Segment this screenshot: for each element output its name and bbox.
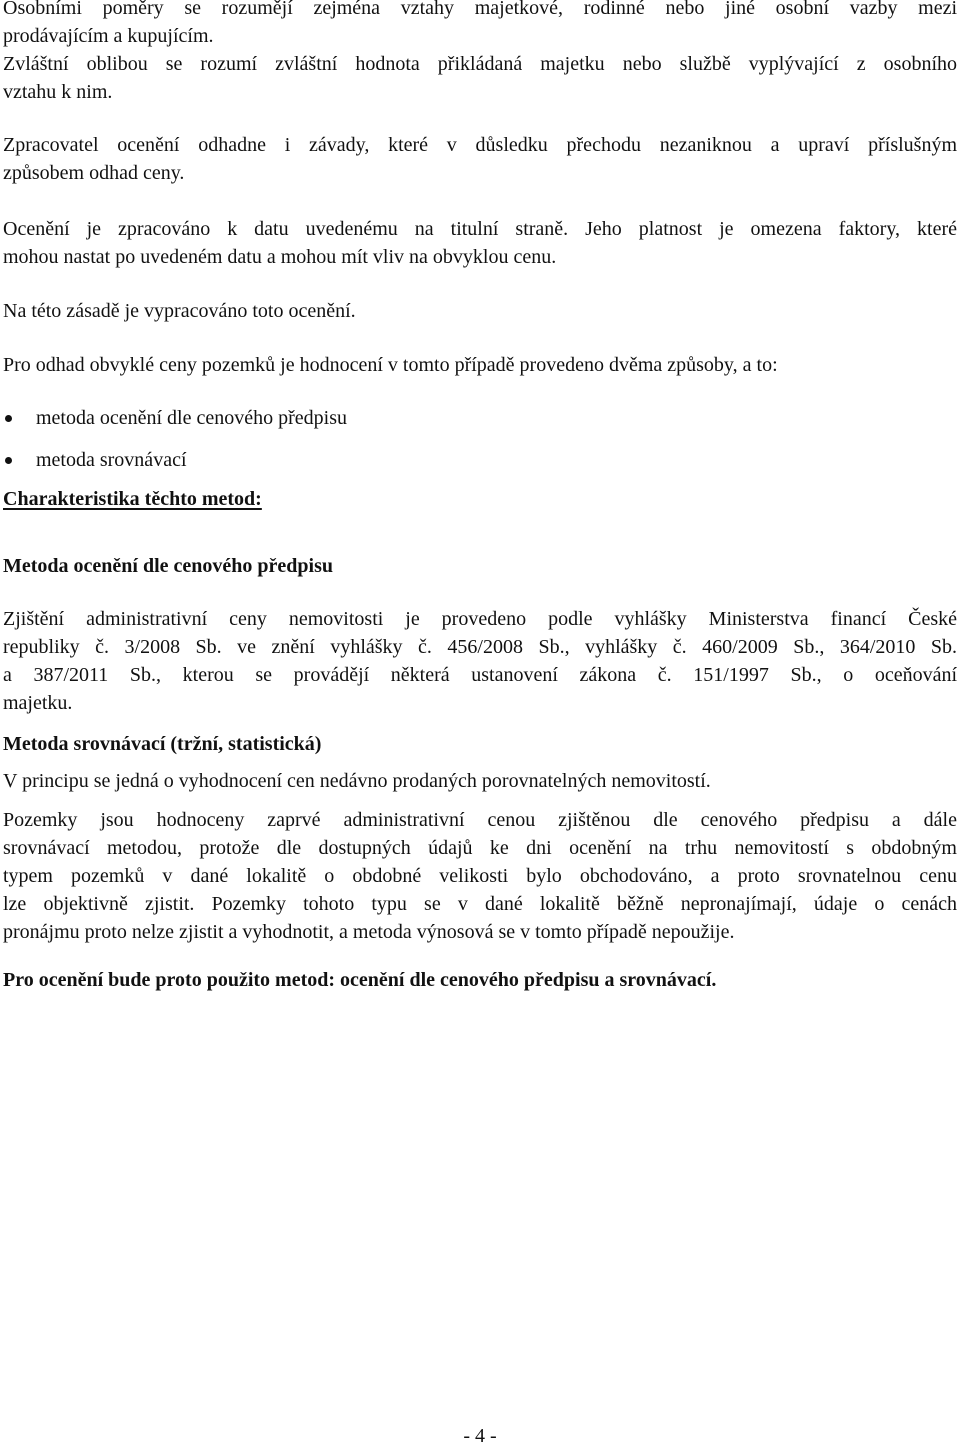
text-line: způsobem odhad ceny.	[3, 162, 185, 184]
text-line: V principu se jedná o vyhodnocení cen nedávno prodaných porovnatelných nemovitostí.	[3, 770, 711, 792]
paragraph-estimate-methods	[3, 351, 957, 379]
paragraph-special-preference	[3, 50, 957, 106]
text-line: Zjištění administrativní ceny nemovitosti je provedeno podle vyhlášky Ministerstva financí České	[3, 608, 957, 630]
text-line: Pozemky jsou hodnoceny zaprvé administrativní cenou zjištěnou dle cenového předpisu a dále	[3, 809, 957, 831]
bullet-icon	[5, 457, 12, 464]
methods-bullet-list	[3, 404, 957, 474]
text-line: prodávajícím a kupujícím.	[3, 25, 214, 47]
list-item-label: metoda srovnávací	[36, 449, 187, 471]
text-line: lze objektivně zjistit. Pozemky tohoto typu se v dané lokalitě běžně nepronajímají, údaje o cenách	[3, 893, 957, 915]
paragraph-valuation-date	[3, 215, 957, 271]
text-line: Pro odhad obvyklé ceny pozemků je hodnocení v tomto případě provedeno dvěma způsoby, a to:	[3, 354, 778, 376]
conclusion-text: Pro ocenění bude proto použito metod: ocenění dle cenového předpisu a srovnávací.	[3, 969, 717, 991]
text-line: majetku.	[3, 692, 73, 714]
text-line: vztahu k nim.	[3, 81, 113, 103]
paragraph-method1	[3, 605, 957, 717]
text-line: Zpracovatel ocenění odhadne i závady, které v důsledku přechodu nezaniknou a upraví příslušným	[3, 134, 957, 156]
paragraph-method2-intro	[3, 767, 957, 795]
page-number: - 4 -	[463, 1425, 497, 1447]
paragraph-method2-body	[3, 806, 957, 946]
paragraph-defects	[3, 131, 957, 187]
text-line: typem pozemků v dané lokalitě o obdobné velikosti bylo obchodováno, a proto srovnatelnou cenu	[3, 865, 957, 887]
bullet-icon	[5, 415, 12, 422]
text-line: Zvláštní oblibou se rozumí zvláštní hodnota přikládaná majetku nebo službě vyplývající z osobního	[3, 53, 957, 75]
text-line: Osobními poměry se rozumějí zejména vztahy majetkové, rodinné nebo jiné osobní vazby mezi	[3, 0, 957, 19]
text-line: mohou nastat po uvedeném datu a mohou mít vliv na obvyklou cenu.	[3, 246, 557, 268]
text-line: Na této zásadě je vypracováno toto ocenění.	[3, 300, 356, 322]
paragraph-personal-relations	[3, 0, 957, 50]
text-line: Ocenění je zpracováno k datu uvedenému na titulní straně. Jeho platnost je omezena faktory, které	[3, 218, 957, 240]
text-line: srovnávací metodou, protože dle dostupných údajů ke dni ocenění na trhu nemovitostí s obdobným	[3, 837, 957, 859]
list-item	[3, 446, 957, 474]
list-item-label: metoda ocenění dle cenového předpisu	[36, 407, 347, 429]
method2-heading: Metoda srovnávací (tržní, statistická)	[3, 733, 322, 755]
text-line: a 387/2011 Sb., kterou se provádějí některá ustanovení zákona č. 151/1997 Sb., o oceňování	[3, 664, 957, 686]
section-heading: Charakteristika těchto metod:	[3, 488, 262, 510]
text-line: republiky č. 3/2008 Sb. ve znění vyhlášky č. 456/2008 Sb., vyhlášky č. 460/2009 Sb., 364/2010 Sb.	[3, 636, 957, 658]
list-item	[3, 404, 957, 432]
text-line: pronájmu proto nelze zjistit a vyhodnotit, a metoda výnosová se v tomto případě nepoužije.	[3, 921, 735, 943]
method1-heading: Metoda ocenění dle cenového předpisu	[3, 555, 333, 577]
paragraph-principle	[3, 297, 957, 325]
